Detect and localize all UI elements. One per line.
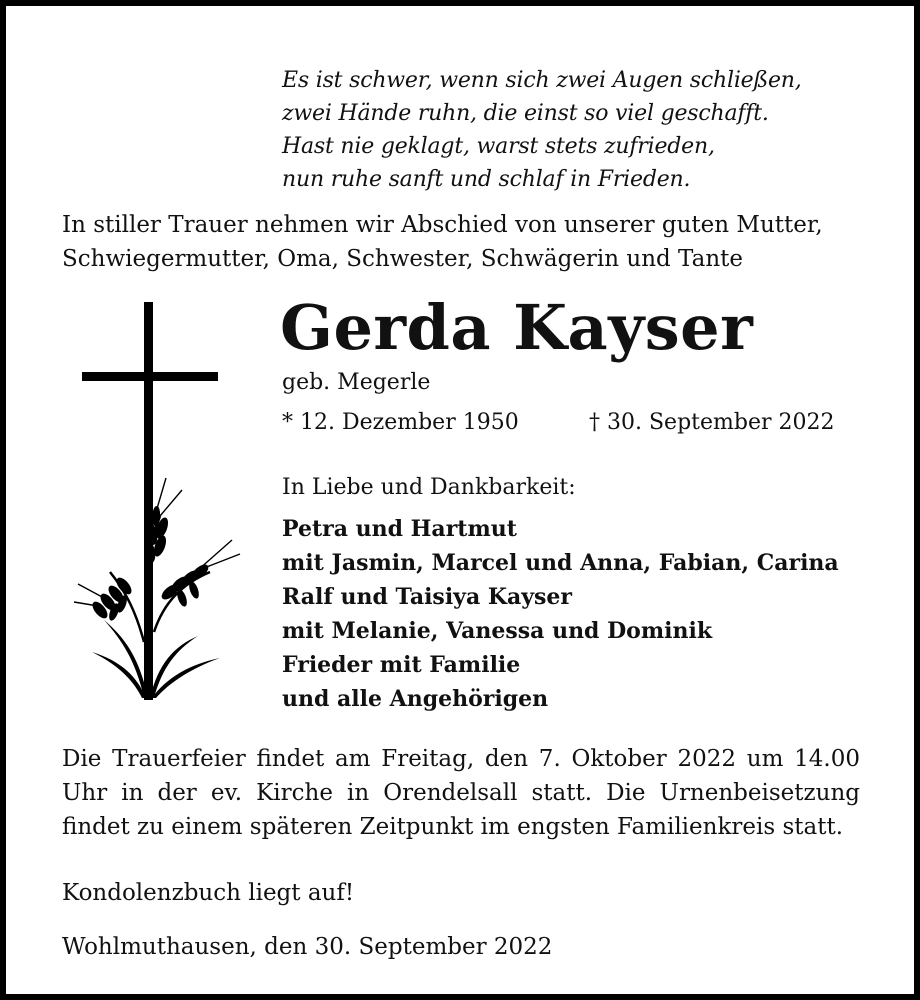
poem-line: Es ist schwer, wenn sich zwei Augen schließen, — [282, 68, 802, 93]
mourner-line: und alle Angehörigen — [282, 686, 549, 712]
mourner-line: mit Jasmin, Marcel und Anna, Fabian, Carina — [282, 550, 839, 576]
mourner-line: Ralf und Taisiya Kayser — [282, 584, 573, 610]
mourner-line: Frieder mit Familie — [282, 652, 521, 678]
intro-line: Schwiegermutter, Oma, Schwester, Schwägerin und Tante — [62, 246, 743, 272]
deceased-name: Gerda Kayser — [280, 291, 754, 364]
poem-line: Hast nie geklagt, warst stets zufrieden, — [282, 134, 715, 159]
cross-with-wheat-icon — [70, 302, 250, 706]
birth-name: geb. Megerle — [282, 370, 431, 395]
poem-line: zwei Hände ruhn, die einst so viel geschafft. — [282, 101, 769, 126]
funeral-service-text: Die Trauerfeier findet am Freitag, den 7. Oktober 2022 um 14.00 Uhr in der ev. Kirche in Orendelsall statt. Die Urnenbeisetzung findet zu einem späteren Zeitpunkt im engsten Familienkreis statt. — [62, 746, 860, 840]
intro-text — [62, 208, 823, 276]
mourners-list — [282, 512, 839, 716]
birth-date: * 12. Dezember 1950 — [282, 410, 519, 435]
poem — [282, 64, 802, 196]
death-date: † 30. September 2022 — [589, 410, 835, 435]
poem-line: nun ruhe sanft und schlaf in Frieden. — [282, 167, 691, 192]
mourner-line: Petra und Hartmut — [282, 516, 517, 542]
mourners-label: In Liebe und Dankbarkeit: — [282, 475, 576, 500]
mourner-line: mit Melanie, Vanessa und Dominik — [282, 618, 713, 644]
intro-line: In stiller Trauer nehmen wir Abschied von unserer guten Mutter, — [62, 212, 823, 238]
place-and-date: Wohlmuthausen, den 30. September 2022 — [62, 934, 553, 960]
condolence-note: Kondolenzbuch liegt auf! — [62, 880, 355, 906]
